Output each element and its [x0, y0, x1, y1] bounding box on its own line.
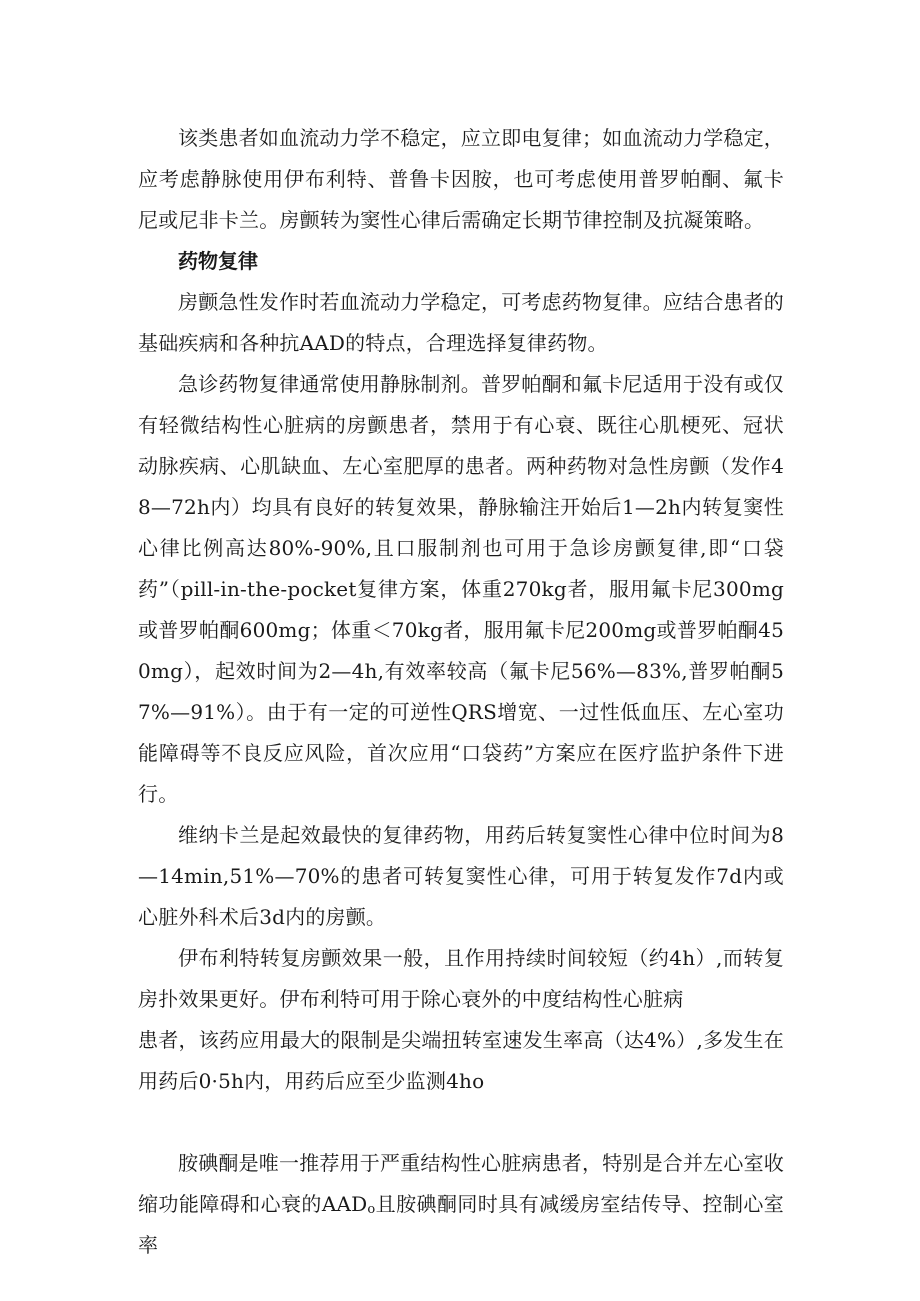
- paragraph-6: 患者，该药应用最大的限制是尖端扭转室速发生率高（达4%）,多发生在用药后0·5h内，用药后应至少监测4ho: [138, 1028, 784, 1093]
- paragraph-5: 伊布利特转复房颤效果一般，且作用持续时间较短（约4h）,而转复房扑效果更好。伊布利特可用于除心衰外的中度结构性心脏病: [138, 946, 784, 1011]
- paragraph-2: 房颤急性发作时若血流动力学稳定，可考虑药物复律。应结合患者的基础疾病和各种抗AAD的特点，合理选择复律药物。: [138, 290, 784, 355]
- paragraph-7-part-a: 胺碘酮是唯一推荐用于严重结构性心脏病患者，特别是合并左心室收缩功能障碍和心衰的AAD: [138, 1151, 784, 1216]
- paragraph-1: 该类患者如血流动力学不稳定，应立即电复律；如血流动力学稳定，应考虑静脉使用伊布利特、普鲁卡因胺，也可考虑使用普罗帕酮、氟卡尼或尼非卡兰。房颤转为窦性心律后需确定长期节律控制及抗凝策略。: [138, 126, 784, 232]
- paragraph-7-subscript: o: [367, 1202, 376, 1217]
- paragraph-gap: [138, 1102, 784, 1143]
- paragraph-3: 急诊药物复律通常使用静脉制剂。普罗帕酮和氟卡尼适用于没有或仅有轻微结构性心脏病的房颤患者，禁用于有心衰、既往心肌梗死、冠状动脉疾病、心肌缺血、左心室肥厚的患者。两种药物对急性房颤（发作48—72h内）均具有良好的转复效果，静脉输注开始后1—2h内转复窦性心律比例高达80%-90%,且口服制剂也可用于急诊房颤复律,即“口袋药”（pill-in-the-pocket复律方案，体重270kg者，服用氟卡尼300mg或普罗帕酮600mg；体重＜70kg者，服用氟卡尼200mg或普罗帕酮450mg），起效时间为2—4h,有效率较高（氟卡尼56%—83%,普罗帕酮57%—91%）。由于有一定的可逆性QRS增宽、一过性低血压、左心室功能障碍等不良反应风险，首次应用“口袋药”方案应在医疗监护条件下进行。: [138, 372, 784, 806]
- paragraph-4: 维纳卡兰是起效最快的复律药物，用药后转复窦性心律中位时间为8—14min,51%—70%的患者可转复窦性心律，可用于转复发作7d内或心脏外科术后3d内的房颤。: [138, 823, 784, 929]
- section-heading: 药物复律: [178, 249, 258, 273]
- document-body: [138, 118, 784, 1266]
- paragraph-7: [138, 1143, 784, 1266]
- paragraph-7-part-b: 且胺碘酮同时具有减缓房室结传导、控制心室率: [138, 1192, 785, 1257]
